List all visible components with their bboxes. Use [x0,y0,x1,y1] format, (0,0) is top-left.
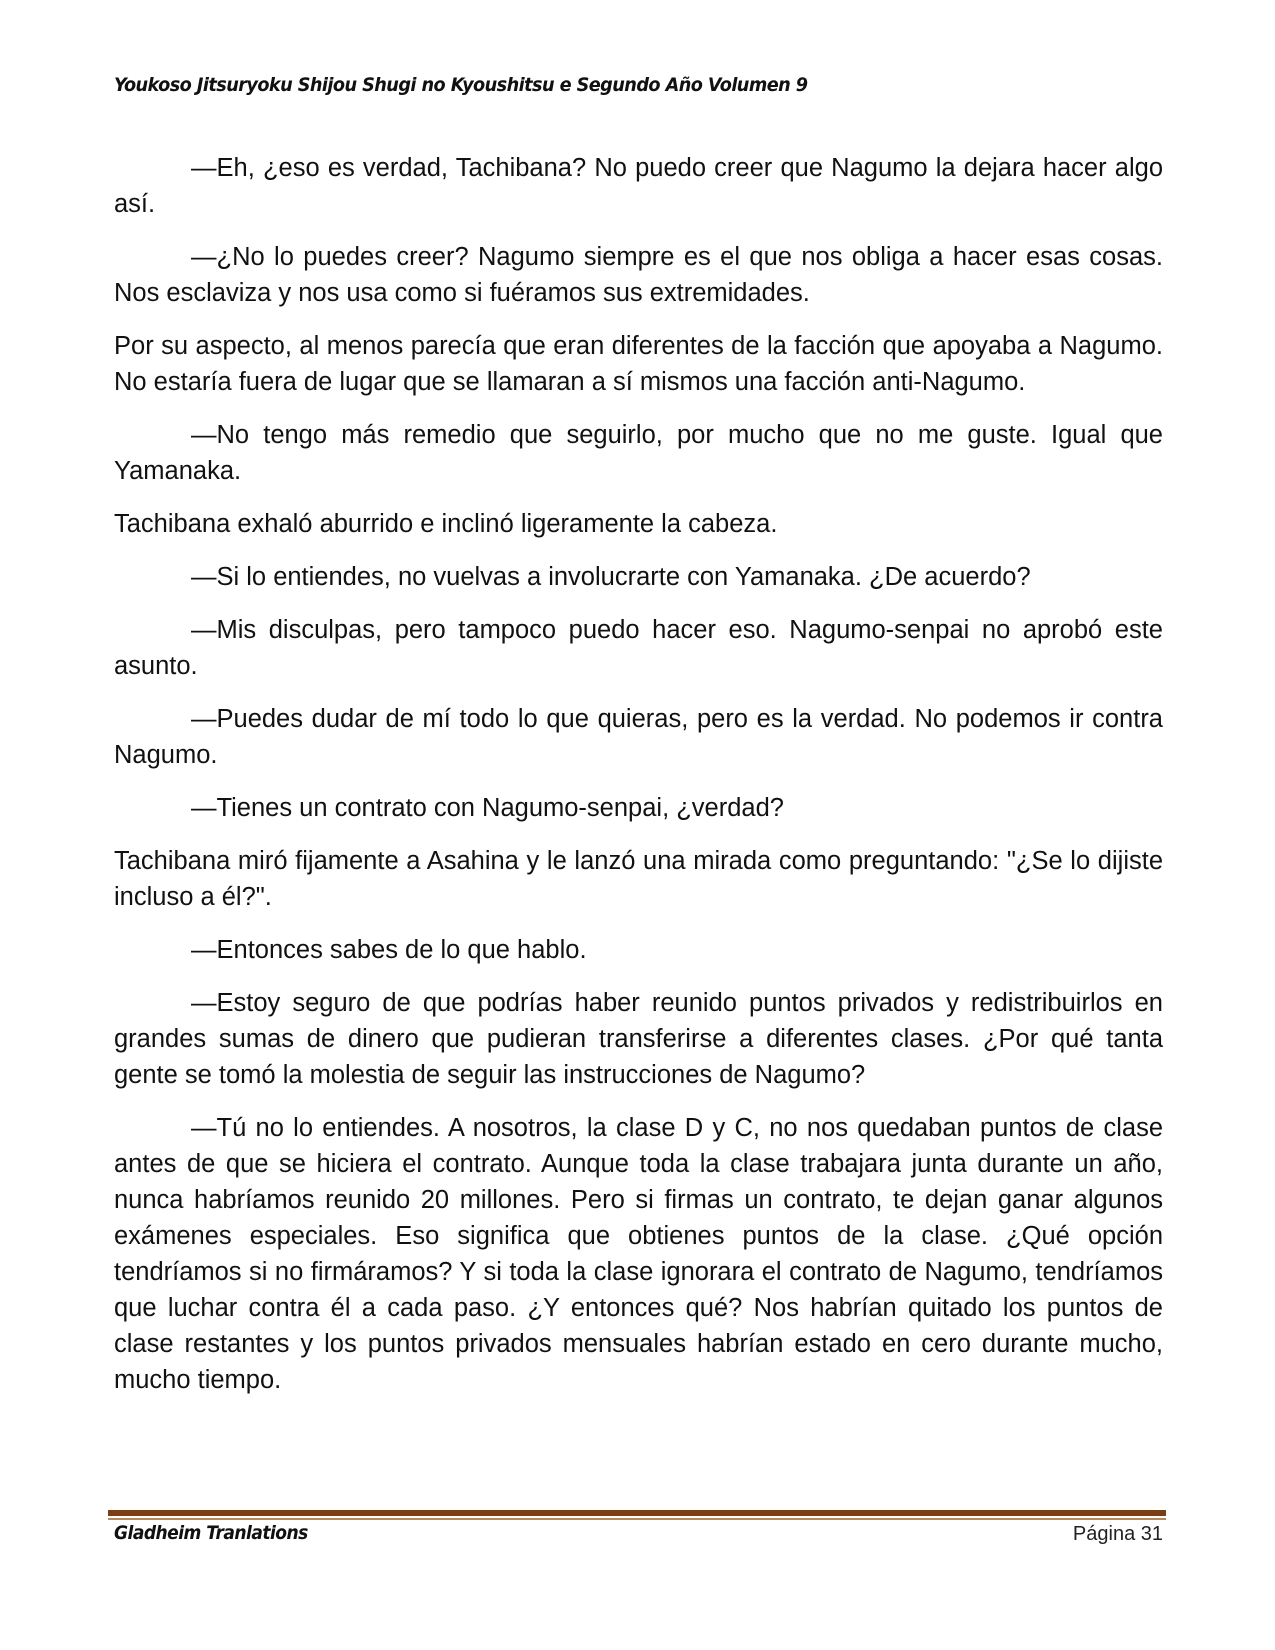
paragraph: —Estoy seguro de que podrías haber reunido puntos privados y redistribuirlos en grandes sumas de dinero que pudieran transferirse a diferentes clases. ¿Por qué tanta gente se tomó la molestia de seguir las instrucciones de Nagumo? [114,989,1163,1089]
footer-translator: Gladheim Tranlations [114,1522,308,1544]
paragraph: Tachibana exhaló aburrido e inclinó ligeramente la cabeza. [114,510,778,538]
paragraph: Tachibana miró fijamente a Asahina y le lanzó una mirada como preguntando: "¿Se lo dijiste incluso a él?". [114,847,1163,911]
running-header: Youkoso Jitsuryoku Shijou Shugi no Kyoushitsu e Segundo Año Volumen 9 [114,74,808,96]
paragraph: —Puedes dudar de mí todo lo que quieras, pero es la verdad. No podemos ir contra Nagumo. [114,705,1163,769]
body-text [114,150,1163,1415]
page-number: Página 31 [1072,1523,1163,1545]
paragraph: —¿No lo puedes creer? Nagumo siempre es el que nos obliga a hacer esas cosas. Nos esclaviza y nos usa como si fuéramos sus extremidades. [114,243,1163,307]
paragraph: —Mis disculpas, pero tampoco puedo hacer eso. Nagumo-senpai no aprobó este asunto. [114,616,1163,680]
paragraph: —Si lo entiendes, no vuelvas a involucrarte con Yamanaka. ¿De acuerdo? [191,563,1031,591]
paragraph: —No tengo más remedio que seguirlo, por mucho que no me guste. Igual que Yamanaka. [114,421,1163,485]
footer-divider [108,1510,1166,1520]
paragraph: Por su aspecto, al menos parecía que eran diferentes de la facción que apoyaba a Nagumo. No estaría fuera de lugar que se llamaran a sí mismos una facción anti-Nagumo. [114,332,1163,396]
paragraph: —Entonces sabes de lo que hablo. [191,936,587,964]
paragraph: —Eh, ¿eso es verdad, Tachibana? No puedo creer que Nagumo la dejara hacer algo así. [114,154,1163,218]
paragraph: —Tienes un contrato con Nagumo-senpai, ¿verdad? [191,794,784,822]
paragraph: —Tú no lo entiendes. A nosotros, la clase D y C, no nos quedaban puntos de clase antes de que se hiciera el contrato. Aunque toda la clase trabajara junta durante un año, nunca habríamos reunido 20 millones. Pero si firmas un contrato, te dejan ganar algunos exámenes especiales. Eso significa que obtienes puntos de la clase. ¿Qué opción tendríamos si no firmáramos? Y si toda la clase ignorara el contrato de Nagumo, tendríamos que luchar contra él a cada paso. ¿Y entonces qué? Nos habrían quitado los puntos de clase restantes y los puntos privados mensuales habrían estado en cero durante mucho, mucho tiempo. [114,1114,1163,1394]
